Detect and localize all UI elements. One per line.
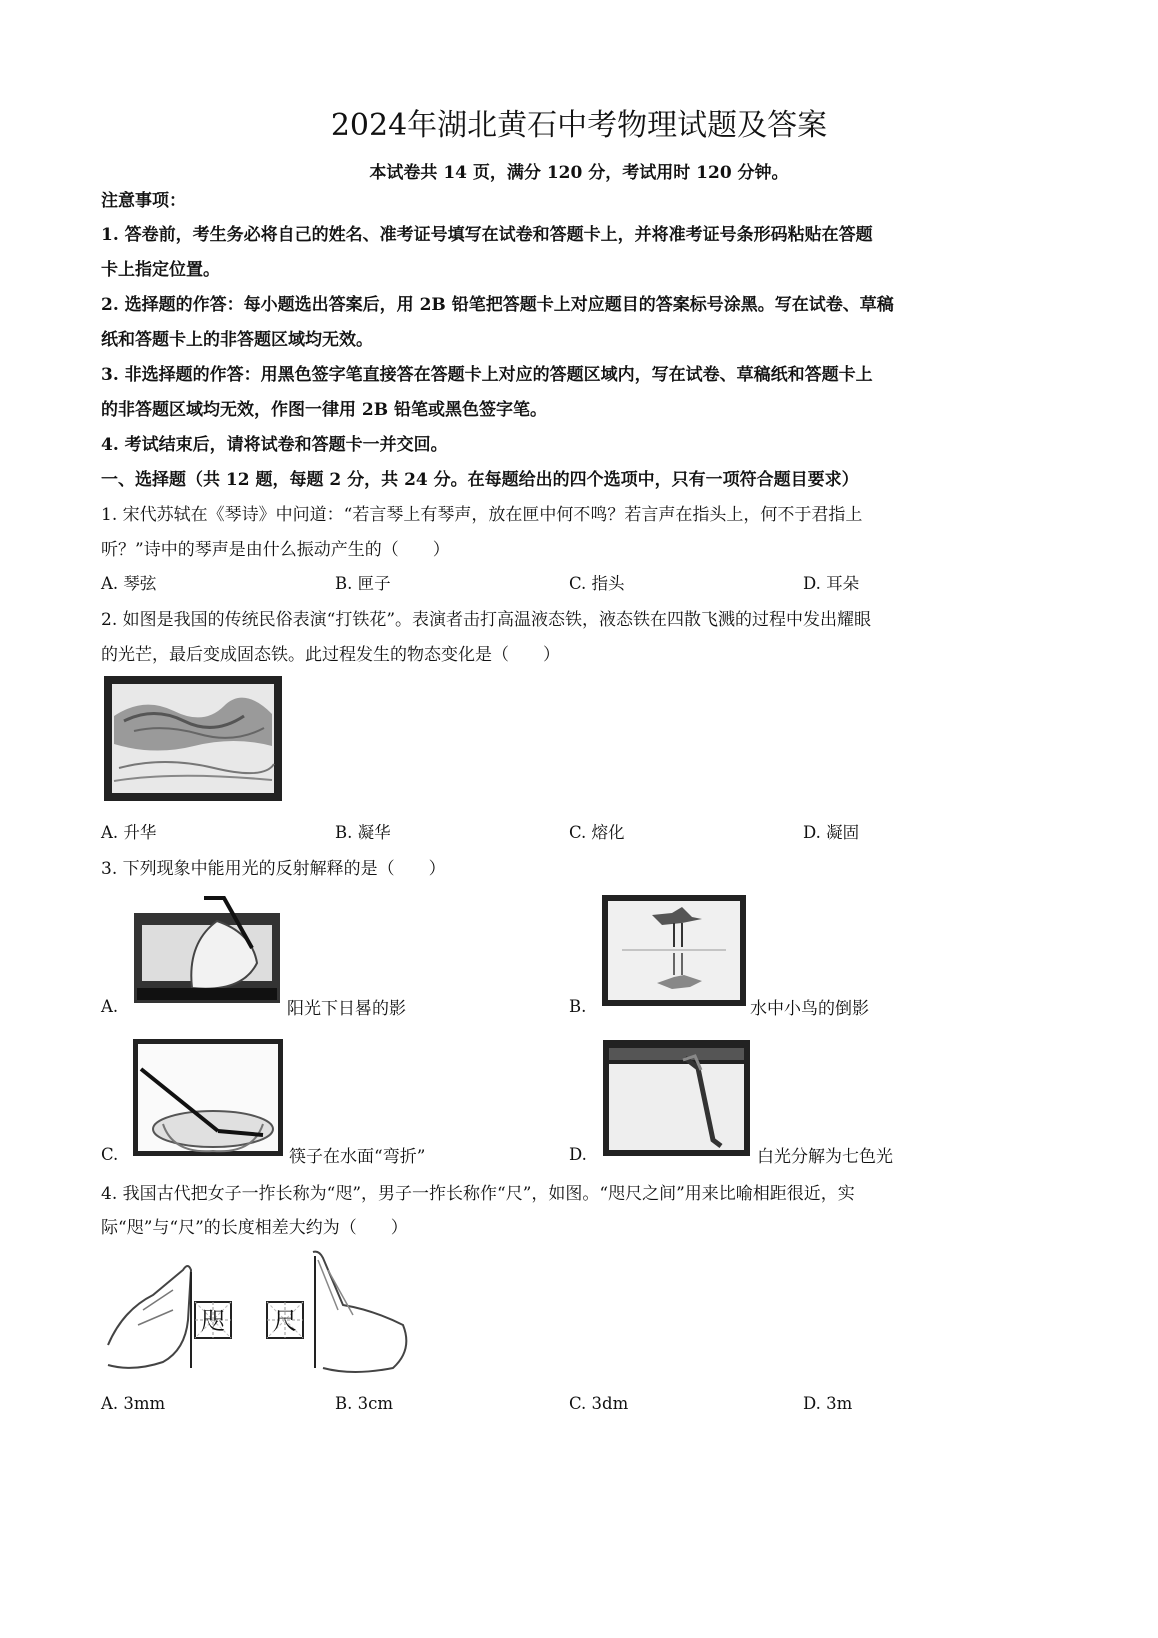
q3-option-b-caption: 水中小鸟的倒影 [750,999,869,1019]
q4-option-b: B. 3cm [335,1394,393,1413]
q1-option-d: D. 耳朵 [803,574,860,593]
q3-option-d-caption: 白光分解为七色光 [757,1147,893,1167]
q3-option-a-caption: 阳光下日晷的影 [287,999,406,1019]
q1-option-a: A. 琴弦 [101,574,157,593]
chi-char: 尺 [273,1307,297,1335]
sundial-photo [132,893,282,1007]
q3-stem: 3. 下列现象中能用光的反射解释的是（ ） [101,859,446,879]
notice-item-2-line2: 纸和答题卡上的非答题区域均无效。 [101,330,373,350]
q3-option-a-letter: A. [101,997,119,1016]
q2-option-a: A. 升华 [101,823,157,842]
q2-option-c: C. 熔化 [569,823,625,842]
q1-option-c: C. 指头 [569,574,625,593]
section-heading: 一、选择题（共 12 题，每题 2 分，共 24 分。在每题给出的四个选项中，只有一项符合题目要求） [101,470,859,490]
zhi-chi-hands-figure [103,1250,415,1378]
q3-option-b-letter: B. [569,997,587,1016]
q1-option-b: B. 匣子 [335,574,391,593]
q2-stem-line2: 的光芒，最后变成固态铁。此过程发生的物态变化是（ ） [101,645,560,665]
q3-option-c-caption: 筷子在水面“弯折” [289,1147,426,1167]
q2-stem-line1: 2. 如图是我国的传统民俗表演“打铁花”。表演者击打高温液态铁，液态铁在四散飞溅的过程中发出耀眼 [101,610,872,630]
page-title: 2024年湖北黄石中考物理试题及答案 [330,108,828,143]
zhi-char: 咫 [201,1307,225,1335]
iron-flower-photo [104,676,282,801]
notice-item-1-line1: 1. 答卷前，考生务必将自己的姓名、准考证号填写在试卷和答题卡上，并将准考证号条形码粘贴在答题 [101,225,873,245]
q4-option-d: D. 3m [803,1394,853,1413]
q1-stem-line2: 听？”诗中的琴声是由什么振动产生的（ ） [101,540,450,560]
notice-item-4: 4. 考试结束后，请将试卷和答题卡一并交回。 [101,435,448,455]
q4-stem-line2: 际“咫”与“尺”的长度相差大约为（ ） [101,1218,408,1238]
q2-option-b: B. 凝华 [335,823,391,842]
chopsticks-photo [133,1039,283,1156]
bird-reflection-photo [602,895,746,1006]
q4-option-c: C. 3dm [569,1394,629,1413]
prism-dispersion-photo [603,1040,750,1156]
notice-item-3-line2: 的非答题区域均无效，作图一律用 2B 铅笔或黑色签字笔。 [101,400,548,420]
q4-stem-line1: 4. 我国古代把女子一拃长称为“咫”，男子一拃长称作“尺”，如图。“咫尺之间”用来比喻相距很近，实 [101,1184,855,1204]
notice-item-2-line1: 2. 选择题的作答：每小题选出答案后，用 2B 铅笔把答题卡上对应题目的答案标号涂黑。写在试卷、草稿 [101,295,894,315]
q1-stem-line1: 1. 宋代苏轼在《琴诗》中问道：“若言琴上有琴声，放在匣中何不鸣？若言声在指头上，何不于君指上 [101,505,863,525]
q2-option-d: D. 凝固 [803,823,860,842]
q4-option-a: A. 3mm [101,1394,166,1413]
notice-heading: 注意事项： [101,191,186,211]
q3-option-d-letter: D. [569,1145,587,1164]
notice-item-3-line1: 3. 非选择题的作答：用黑色签字笔直接答在答题卡上对应的答题区域内，写在试卷、草稿纸和答题卡上 [101,365,873,385]
notice-item-1-line2: 卡上指定位置。 [101,260,220,280]
q3-option-c-letter: C. [101,1145,119,1164]
exam-info: 本试卷共 14 页，满分 120 分，考试用时 120 分钟。 [369,163,789,183]
